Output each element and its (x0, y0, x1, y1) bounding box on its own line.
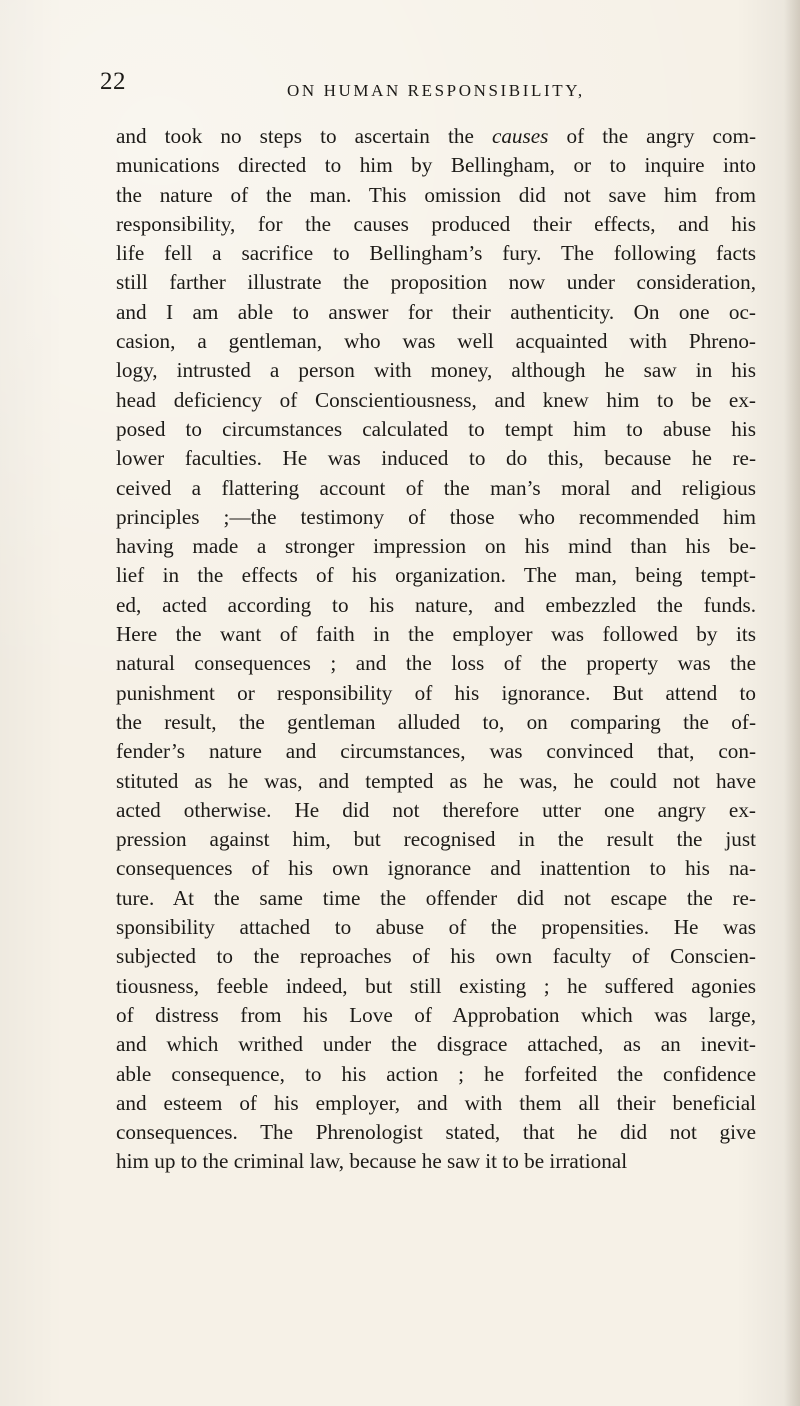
text-line: and esteem of his employer, and with them all their beneficial (116, 1090, 756, 1115)
text-line: casion, a gentleman, who was well acquainted with Phreno- (116, 329, 756, 354)
text-line: stituted as he was, and tempted as he was, he could not have (116, 768, 756, 793)
text-line: ture. At the same time the offender did not escape the re- (116, 885, 756, 910)
text-line: consequences. The Phrenologist stated, that he did not give (116, 1120, 756, 1145)
text-line: consequences of his own ignorance and inattention to his na- (116, 856, 756, 881)
text-line: sponsibility attached to abuse of the propensities. He was (116, 915, 756, 940)
text-line: principles ;—the testimony of those who recommended him (116, 504, 756, 529)
text-line: Here the want of faith in the employer was followed by its (116, 622, 756, 647)
text-line: fender’s nature and circumstances, was convinced that, con- (116, 739, 756, 764)
text-line: and which writhed under the disgrace attached, as an inevit- (116, 1032, 756, 1057)
text-line: logy, intrusted a person with money, although he saw in his (116, 358, 756, 383)
text-line: ceived a flattering account of the man’s moral and religious (116, 475, 756, 500)
page-number: 22 (100, 68, 126, 95)
text-line: lower faculties. He was induced to do this, because he re- (116, 446, 756, 471)
page-header (100, 68, 740, 102)
text-line: posed to circumstances calculated to tempt him to abuse his (116, 416, 756, 441)
text-line: head deficiency of Conscientiousness, and knew him to be ex- (116, 387, 756, 412)
text-line: and took no steps to ascertain the causes of the angry com- (116, 124, 756, 148)
text-line: ed, acted according to his nature, and embezzled the funds. (116, 592, 756, 617)
text-line: having made a stronger impression on his mind than his be- (116, 534, 756, 559)
text-line: able consequence, to his action ; he forfeited the confidence (116, 1061, 756, 1086)
text-line: subjected to the reproaches of his own faculty of Conscien- (116, 944, 756, 969)
text-line: the result, the gentleman alluded to, on comparing the of- (116, 709, 756, 734)
page-edge-shadow (784, 0, 800, 1406)
text-line: him up to the criminal law, because he saw it to be irrational (116, 1149, 628, 1174)
text-line: pression against him, but recognised in the result the just (116, 827, 756, 852)
body-paragraph (116, 122, 756, 1177)
text-line: responsibility, for the causes produced their effects, and his (116, 211, 756, 236)
text-line: acted otherwise. He did not therefore utter one angry ex- (116, 797, 756, 822)
running-head: ON HUMAN RESPONSIBILITY, (287, 81, 585, 100)
text-line: the nature of the man. This omission did not save him from (116, 182, 756, 207)
emphasized-word: causes (491, 124, 549, 148)
text-line: of distress from his Love of Approbation which was large, (116, 1002, 756, 1027)
text-line: life fell a sacrifice to Bellingham’s fury. The following facts (116, 241, 756, 266)
text-line: still farther illustrate the proposition now under consideration, (116, 270, 756, 295)
text-line: tiousness, feeble indeed, but still existing ; he suffered agonies (116, 973, 756, 998)
text-line: and I am able to answer for their authenticity. On one oc- (116, 299, 756, 324)
text-line: munications directed to him by Bellingham, or to inquire into (116, 153, 756, 178)
text-line: lief in the effects of his organization. The man, being tempt- (116, 563, 756, 588)
text-line: natural consequences ; and the loss of the property was the (116, 651, 756, 676)
text-line: punishment or responsibility of his ignorance. But attend to (116, 680, 756, 705)
